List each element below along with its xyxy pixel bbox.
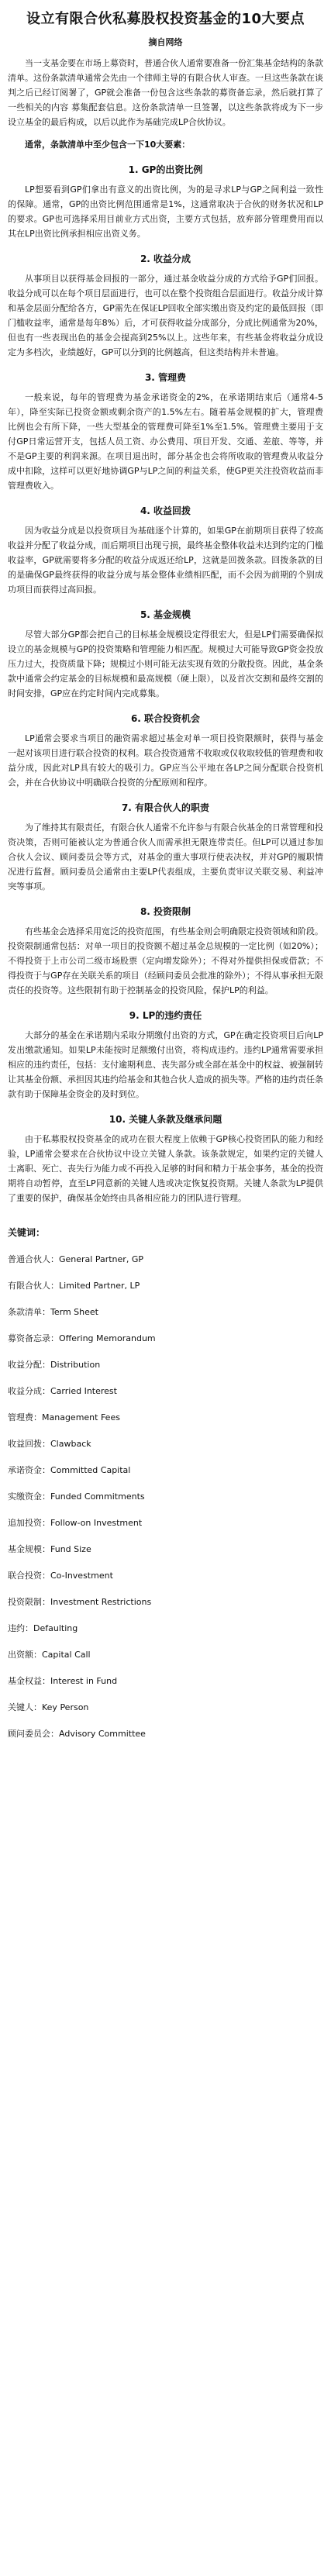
section-paragraph: 一般来说，每年的管理费为基金承诺资金的2%，在承诺期结束后（通常4-5年），降至实际已投资金额或剩余资产的1.5%左右。随着基金规模的扩大，管理费比例也会有所下降，一些大型基金的管理费可降至1%至1.5%。管理费主要用于支付GP日常运营开支，包括人员工资、办公费用、项目开发、交通、差旅、等等，并不是GP主要的利润来源。在项目退出时，部分基金也会将所收取的管理费从收益分成中扣除，这样可以更好地协调GP与LP之间的利益关系，使GP更关注投资收益而非管理费收入。 — [8, 392, 323, 491]
section-paragraph: 有些基金会选择采用宽泛的投资范围，有些基金则会明确限定投资领域和阶段。投资限制通常包括：对单一项目的投资额不超过基金总规模的一定比例（如20%）；不得投资于上市公司二级市场股票（定向增发除外）；不得对外提供担保或借款；不得投资于与GP存在关联关系的项目（经顾问委员会批准的除外）；不得从事承担无限责任的投资等。这些限制有助于控制基金的投资风险，保护LP的利益。 — [8, 926, 323, 995]
term-item: 联合投资：Co-Investment — [8, 1571, 113, 1581]
section-title: 3. 管理费 — [144, 372, 187, 383]
section-paragraph: LP通常会要求当项目的融资需求超过基金对单一项目投资限额时，获得与基金一起对该项目进行联合投资的权利。联合投资通常不收取或仅收取较低的管理费和收益分成，因此对LP具有较大的吸引力。GP应当公平地在各LP之间分配联合投资机会，并在合伙协议中明确联合投资的分配原则和程序。 — [8, 733, 323, 788]
term-item: 收益回拨：Clawback — [8, 1439, 91, 1449]
term-item: 募资备忘录：Offering Memorandum — [8, 1333, 156, 1343]
term-item: 基金规模：Fund Size — [8, 1544, 91, 1554]
term-item: 违约：Defaulting — [8, 1623, 78, 1633]
section-paragraph: 大部分的基金在承诺期内采取分期缴付出资的方式，GP在确定投资项目后向LP发出缴款通知。如果LP未能按时足额缴付出资，将构成违约。违约LP通常需要承担相应的违约责任，包括：支付逾期利息、丧失部分或全部在基金中的权益、被强制转让其基金份额、承担因其违约给基金和其他合伙人造成的损失等。严格的违约责任条款有助于保障基金资金的及时到位。 — [8, 1030, 323, 1099]
section-title: 8. 投资限制 — [140, 906, 191, 917]
section-paragraph: 因为收益分成是以投资项目为基础逐个计算的，如果GP在前期项目获得了较高收益并分配了收益分成，而后期项目出现亏损，最终基金整体收益未达到约定的门槛收益率，GP就需要将多分配的收益分成返还给LP，这就是回拨条款。回拨条款的目的是确保GP最终获得的收益分成与基金整体业绩相匹配，而不会因为前期的个别成功项目而获得过高回报。 — [8, 526, 323, 595]
term-item: 顾问委员会：Advisory Committee — [8, 1729, 146, 1739]
term-item: 管理费：Management Fees — [8, 1412, 120, 1422]
sections-container — [8, 163, 323, 1205]
term-item: 追加投资：Follow-on Investment — [8, 1518, 143, 1528]
section-title: 6. 联合投资机会 — [130, 713, 201, 724]
section-title: 2. 收益分成 — [140, 253, 191, 264]
terms-title: 关键词： — [8, 1227, 46, 1238]
term-item: 实缴资金：Funded Commitments — [8, 1491, 145, 1502]
intro-paragraph: 当一支基金要在市场上募资时，普通合伙人通常要准备一份汇集基金结构的条款清单。这份条款清单通常会先由一个律师主导的有限合伙人审查。一旦这些条款在谈判之后已经订阅署了，GP就会准备一份包含这些条款的募资备忘录，然后就打算了一些相关的内容 募集配套信息。这份条款清单一旦签署，以这些条款将成为下一步设立基金的最后构成，以后以此作为基础完成LP合伙协议。 — [8, 58, 323, 127]
section-title: 5. 基金规模 — [140, 609, 191, 620]
terms-list — [8, 1253, 323, 1741]
term-item: 出资额：Capital Call — [8, 1650, 91, 1660]
section-paragraph: LP想要看到GP们拿出有意义的出资比例，为的是寻求LP与GP之间利益一致性的保障。通常，GP的出资比例范围通常是1%，这通常取决于合伙的财务状况和LP的要求。GP也可选择采用目前业方式出资，主要方式包括，放弃部分管理费用而以其在LP出资比例承担相应出资义务。 — [8, 184, 323, 239]
term-item: 基金权益：Interest in Fund — [8, 1676, 118, 1686]
term-item: 投资限制：Investment Restrictions — [8, 1597, 152, 1607]
section-title: 7. 有限合伙人的职责 — [121, 802, 210, 813]
term-item: 收益分成：Carried Interest — [8, 1386, 117, 1396]
term-item: 关键人：Key Person — [8, 1702, 89, 1712]
section-title: 9. LP的违约责任 — [129, 1010, 202, 1021]
section-paragraph: 为了维持其有限责任，有限合伙人通常不允许参与有限合伙基金的日常管理和投资决策，否则可能被认定为普通合伙人而需承担无限连带责任。但LP可以通过参加合伙人会议、顾问委员会等方式，对基金的重大事项行使表决权，并对GP的履职情况进行监督。顾问委员会通常由主要LP代表组成，主要负责审议关联交易、利益冲突等事项。 — [8, 822, 323, 891]
article-source: 摘自网络 — [148, 37, 183, 47]
article-title: 设立有限合伙私募股权投资基金的10大要点 — [26, 11, 305, 27]
section-title: 4. 收益回拨 — [140, 505, 191, 516]
term-item: 普通合伙人：General Partner, GP — [8, 1254, 143, 1264]
section-title: 1. GP的出资比例 — [128, 164, 203, 175]
summary-line: 通常，条款清单中至少包含一下10大要素： — [25, 140, 191, 150]
term-item: 承诺资金：Committed Capital — [8, 1465, 131, 1475]
term-item: 条款清单：Term Sheet — [8, 1307, 98, 1317]
term-item: 有限合伙人：Limited Partner, LP — [8, 1281, 140, 1291]
section-paragraph: 由于私募股权投资基金的成功在很大程度上依赖于GP核心投资团队的能力和经验，LP通常会要求在合伙协议中设立关键人条款。该条款规定，如果约定的关键人士离职、死亡、丧失行为能力或不再投入足够的时间和精力于基金事务，基金的投资期将自动暂停，直至LP同意新的关键人选或决定恢复投资期。关键人条款为LP提供了重要的保护，确保基金始终由具备相应能力的团队进行管理。 — [8, 1134, 323, 1203]
section-paragraph: 尽管大部分GP都会把自己的目标基金规模设定得很宏大，但是LP们需要确保拟设立的基金规模与GP的投资策略和管理能力相匹配。规模过大可能导致GP资金投放压力过大，投资质量下降；规模过小则可能无法实现有效的分散投资。因此，基金条款中通常会约定基金的目标规模和最高规模（硬上限），以及首次交割和最终交割的时间安排，GP应在约定时间内完成募集。 — [8, 629, 323, 698]
section-title: 10. 关键人条款及继承问题 — [109, 1114, 222, 1125]
term-item: 收益分配：Distribution — [8, 1360, 101, 1370]
section-paragraph: 从事项目以获得基金回报的一部分，通过基金收益分成的方式给予GP们回报。收益分成可以在每个项目层面进行，也可以在整个投资组合层面进行。收益分成计算和基金层面分配给各方，GP需先在保证LP回收全部实缴出资及约定的最低回报（即门槛收益率，通常是每年8%）后，才可获得收益分成部分，分成比例通常为20%，但也有一些表现出色的基金会提高到25%以上。这些年来，有些基金将收益分成设定为多档次，业绩越好，GP可以分到的比例越高，但这类结构并未普遍。 — [8, 274, 323, 357]
